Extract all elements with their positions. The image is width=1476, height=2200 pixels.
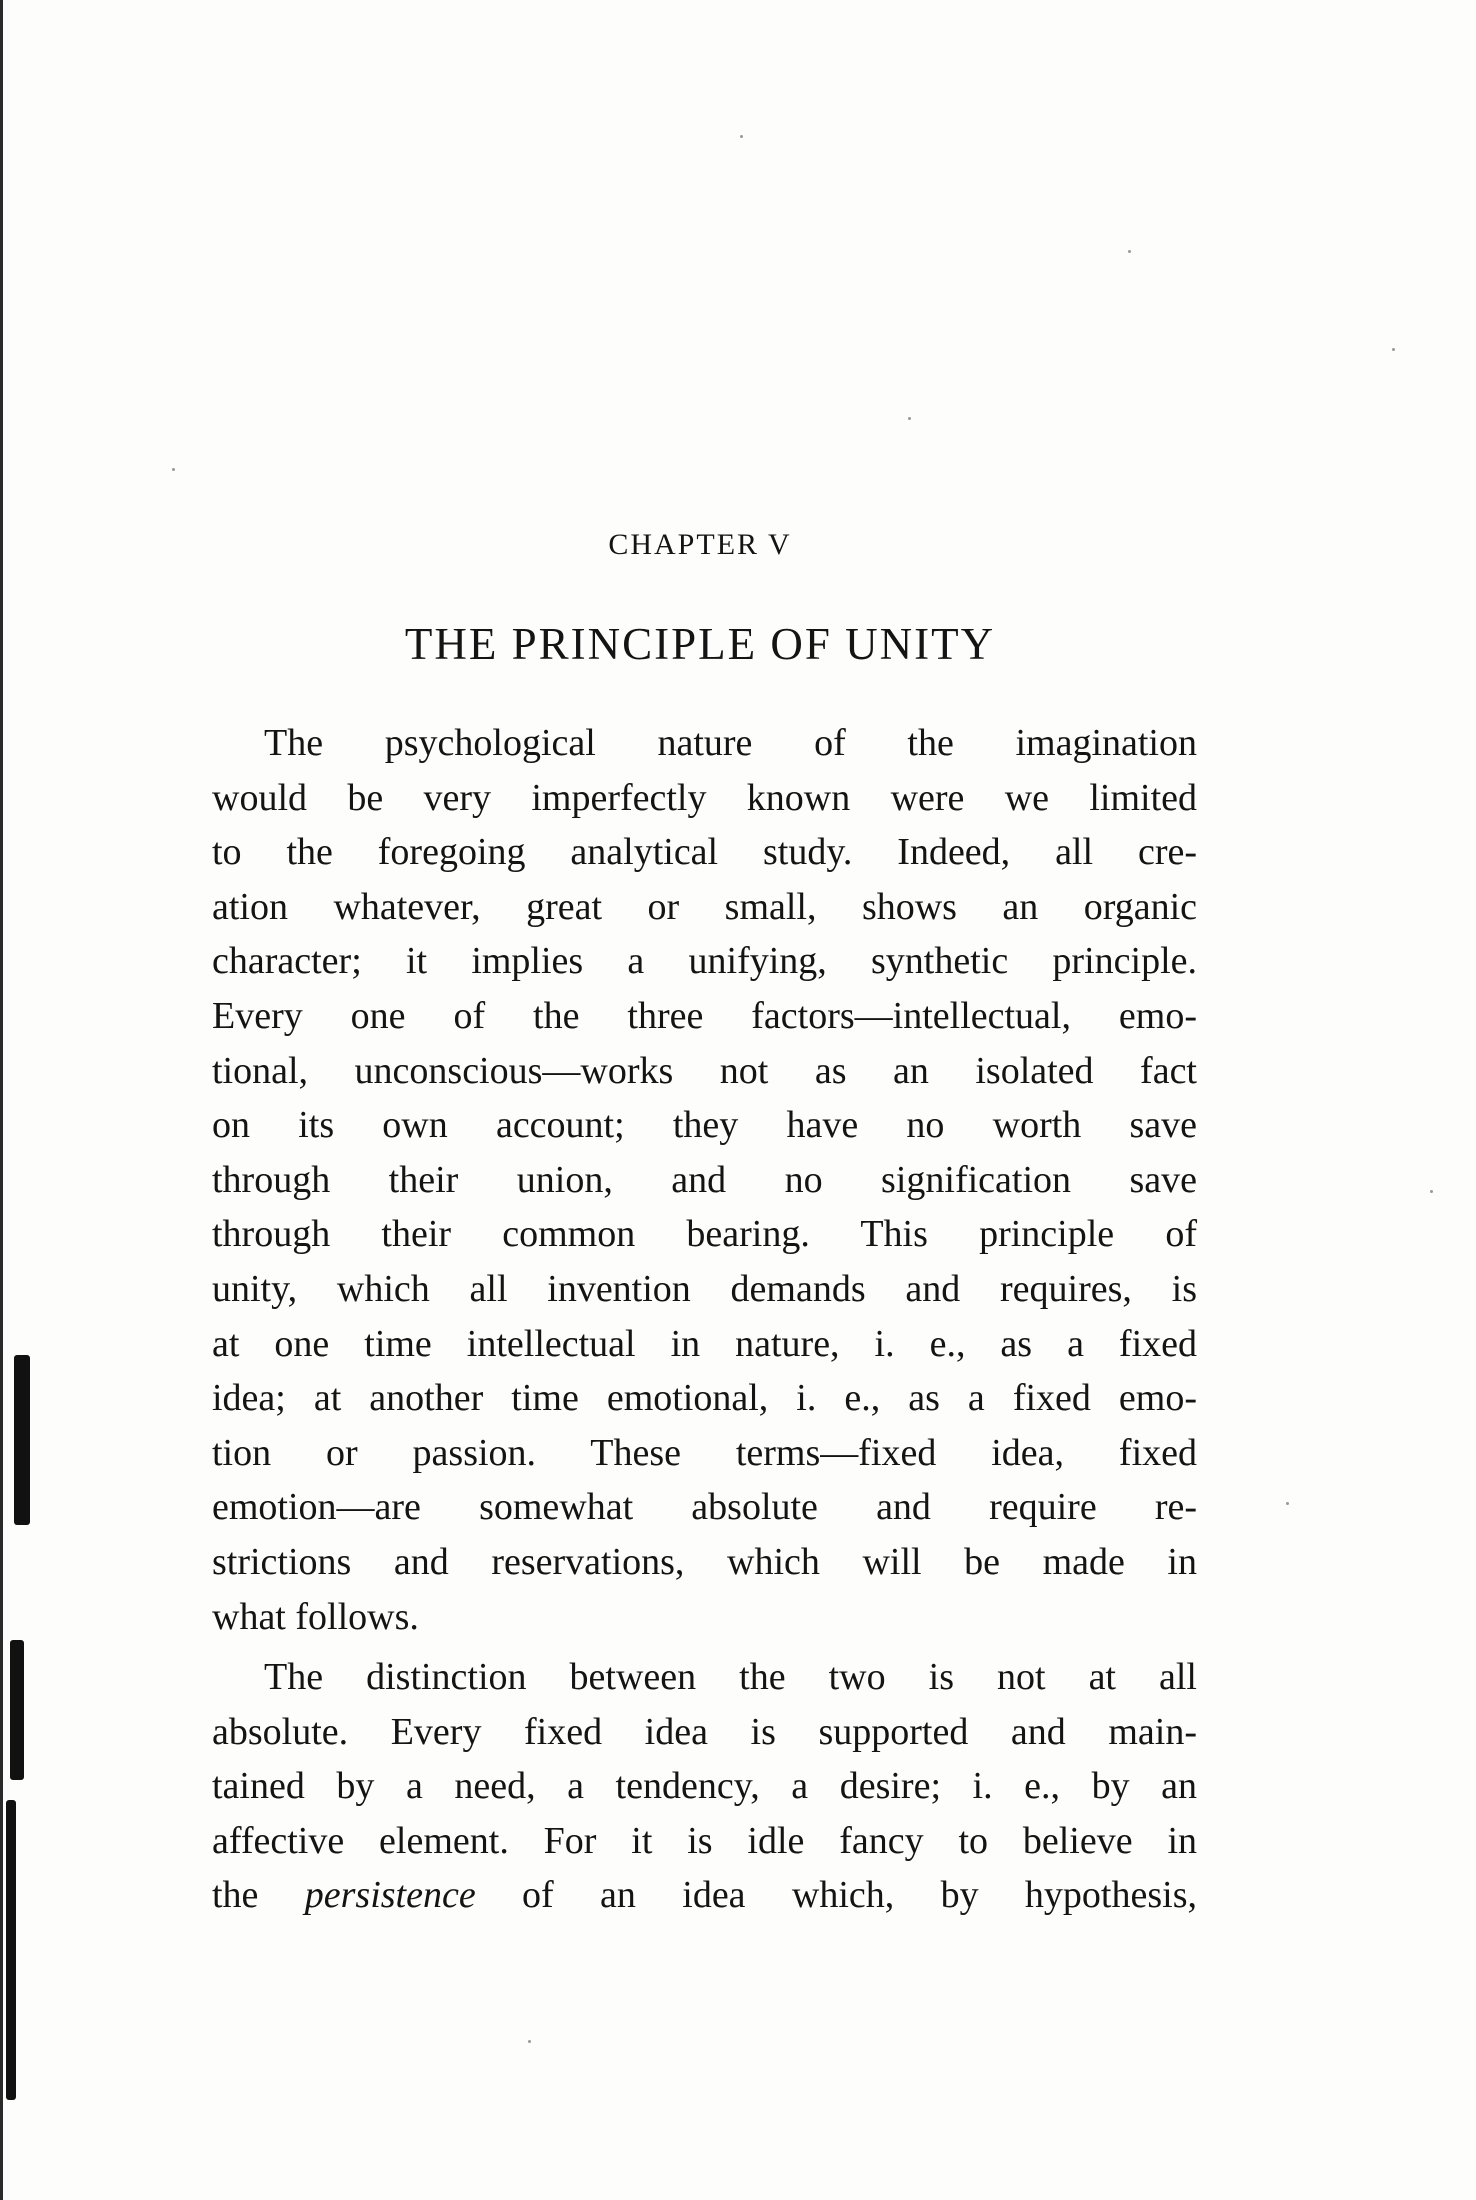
text-line: on its own account; they have no worth save	[212, 1104, 1197, 1147]
scan-edge-mark	[10, 1640, 24, 1780]
emphasized-word: persistence	[304, 1874, 476, 1917]
chapter-label: CHAPTER V	[608, 528, 792, 561]
text-line: affective element. For it is idle fancy to believe in	[212, 1819, 1197, 1862]
scan-speck	[740, 135, 743, 138]
text-line: character; it implies a unifying, synthetic principle.	[212, 940, 1197, 983]
text-line: at one time intellectual in nature, i. e., as a fixed	[212, 1322, 1197, 1365]
text-line: tion or passion. These terms—fixed idea, fixed	[212, 1431, 1197, 1474]
text-line: tained by a need, a tendency, a desire; i. e., by an	[212, 1765, 1197, 1808]
text-line: would be very imperfectly known were we limited	[212, 776, 1197, 819]
scan-edge-mark	[14, 1355, 30, 1525]
scan-speck	[1286, 1502, 1289, 1505]
text-segment: of an idea which, by hypothesis,	[475, 1874, 1197, 1917]
text-line: idea; at another time emotional, i. e., as a fixed emo-	[212, 1377, 1197, 1420]
scan-edge-mark	[6, 1800, 16, 2100]
scan-speck	[1128, 250, 1131, 253]
text-line: The psychological nature of the imagination	[264, 722, 1197, 764]
text-line: unity, which all invention demands and requires, is	[212, 1267, 1197, 1310]
text-line: Every one of the three factors—intellectual, emo-	[212, 994, 1197, 1037]
chapter-title: THE PRINCIPLE OF UNITY	[404, 619, 996, 669]
text-line: The distinction between the two is not at all	[264, 1656, 1197, 1699]
text-line: strictions and reservations, which will be made in	[212, 1540, 1197, 1583]
text-line: absolute. Every fixed idea is supported and main-	[212, 1710, 1197, 1753]
text-line: to the foregoing analytical study. Indeed, all cre-	[212, 831, 1197, 874]
text-line: emotion—are somewhat absolute and require re-	[212, 1486, 1197, 1529]
text-line	[212, 1868, 1197, 1923]
scan-edge-line	[0, 0, 3, 2200]
text-segment: the	[212, 1874, 305, 1917]
scan-speck	[1392, 348, 1395, 351]
text-line: ation whatever, great or small, shows an organic	[212, 885, 1197, 928]
text-line: tional, unconscious—works not as an isolated fact	[212, 1049, 1197, 1092]
body-text	[212, 716, 1197, 1923]
paragraph	[212, 716, 1197, 1644]
paragraph	[212, 1650, 1197, 1923]
scan-speck	[908, 417, 911, 420]
scan-speck	[528, 2040, 531, 2043]
text-line: through their union, and no signification save	[212, 1158, 1197, 1201]
text-line: what follows.	[212, 1595, 419, 1638]
scan-speck	[1430, 1190, 1433, 1193]
text-line: through their common bearing. This principle of	[212, 1213, 1197, 1256]
scan-speck	[172, 468, 175, 471]
